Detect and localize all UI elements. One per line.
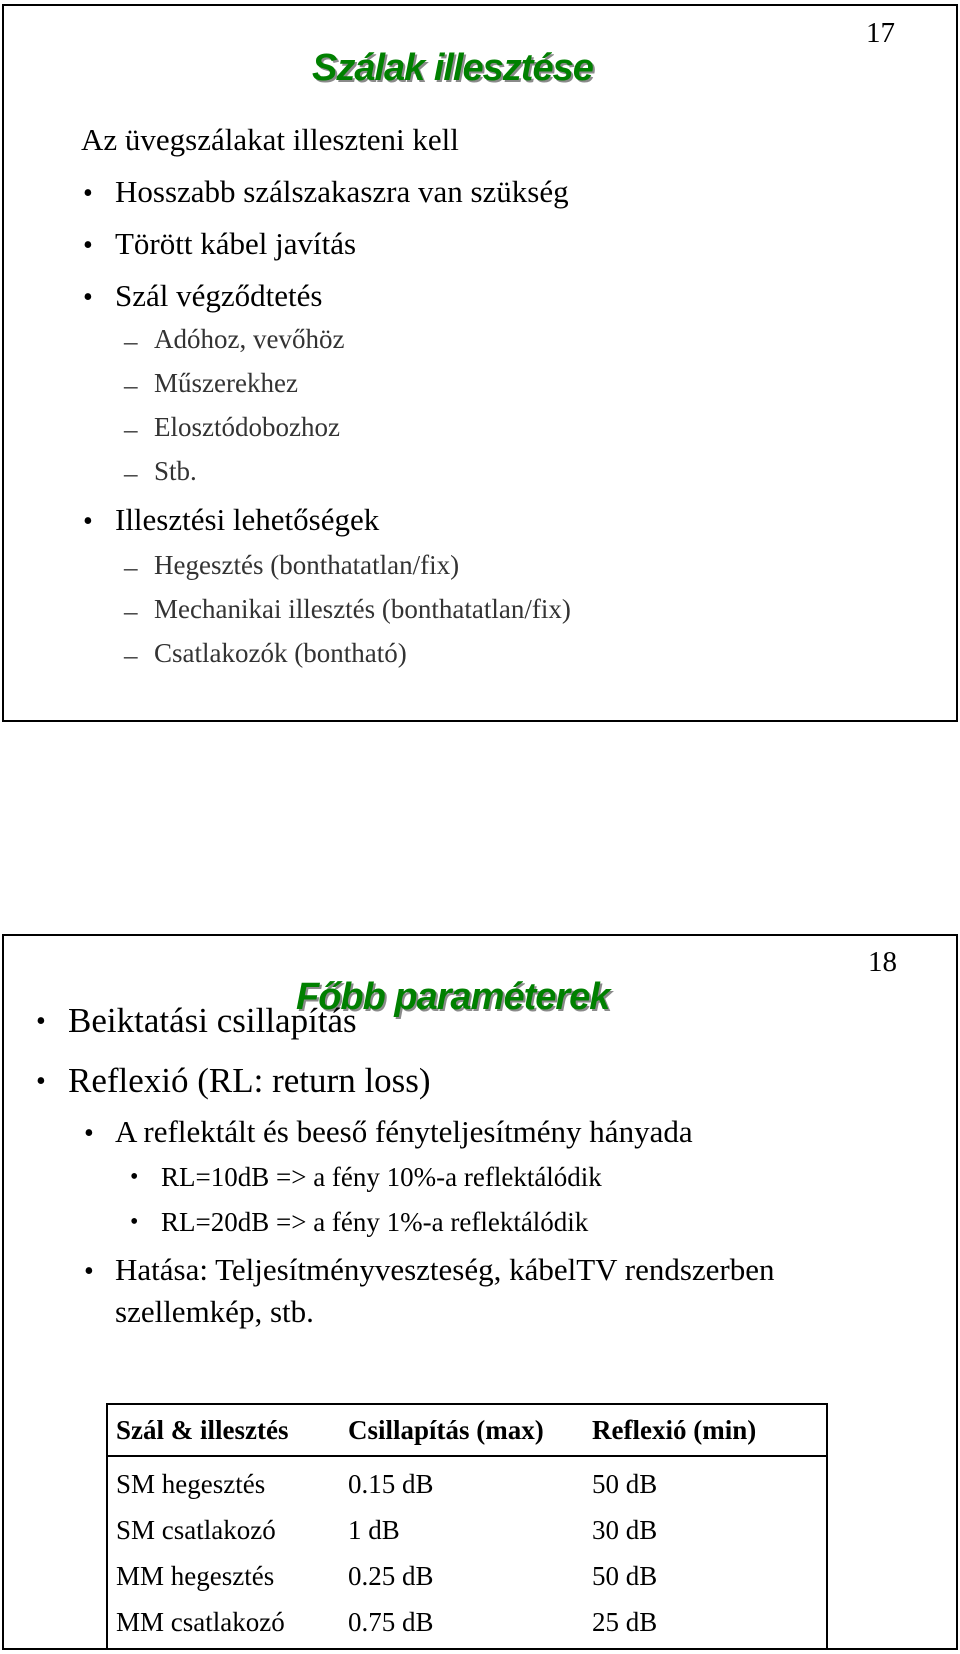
table-row: [108, 1553, 826, 1599]
table-cell: 30 dB: [592, 1514, 658, 1545]
table-row: [108, 1599, 826, 1645]
table-header-row: [108, 1405, 826, 1456]
parameters-table: [106, 1403, 828, 1650]
bullet-item: Hosszabb szálszakaszra van szükség: [115, 174, 569, 209]
page-number: 17: [866, 17, 895, 49]
bullet-icon: •: [83, 230, 93, 261]
bullet-icon: •: [84, 1118, 94, 1149]
table-row: [108, 1507, 826, 1553]
bullet-icon: •: [83, 178, 93, 209]
table-cell: 1 dB: [348, 1514, 400, 1545]
sub-sub-item: RL=10dB => a fény 10%-a reflektálódik: [161, 1162, 602, 1192]
bullet-icon: •: [130, 1209, 139, 1235]
bullet-icon: •: [83, 506, 93, 537]
sub-item: Mechanikai illesztés (bonthatatlan/fix): [154, 594, 571, 624]
dash-icon: –: [124, 370, 138, 400]
bullet-item: Illesztési lehetőségek: [115, 502, 380, 537]
dash-icon: –: [124, 414, 138, 444]
table-cell: 0.15 dB: [348, 1468, 434, 1499]
bullet-item: Reflexió (RL: return loss): [68, 1061, 431, 1100]
table-cell: 0.25 dB: [348, 1560, 434, 1591]
page-number: 18: [868, 946, 897, 978]
bullet-icon: •: [83, 282, 93, 313]
sub-item: Műszerekhez: [154, 368, 298, 398]
intro-text: Az üvegszálakat illeszteni kell: [81, 122, 459, 157]
column-header: Reflexió (min): [584, 1405, 826, 1456]
bullet-item: Törött kábel javítás: [115, 226, 357, 261]
table-cell: SM hegesztés: [116, 1468, 266, 1499]
effect-text: Hatása: Teljesítményveszteség, kábelTV rendszerben: [115, 1252, 775, 1287]
slide-17: [2, 4, 958, 722]
table-cell: 50 dB: [592, 1560, 658, 1591]
dash-icon: –: [124, 552, 138, 582]
sub-item: Csatlakozók (bontható): [154, 638, 407, 668]
bullet-icon: •: [130, 1164, 139, 1190]
slide-title: Szálak illesztése: [312, 47, 593, 89]
table-cell: MM hegesztés: [116, 1560, 275, 1591]
column-header: Szál & illesztés: [108, 1405, 340, 1456]
sub-item: Elosztódobozhoz: [154, 412, 340, 442]
table-cell: 0.75 dB: [348, 1606, 434, 1637]
table-cell: MM csatlakozó: [116, 1606, 285, 1637]
sub-bullet-item: A reflektált és beeső fényteljesítmény hányada: [115, 1114, 693, 1149]
bullet-item: Beiktatási csillapítás: [68, 1001, 357, 1040]
slide-title: Főbb paraméterek: [296, 976, 610, 1018]
bullet-icon: •: [84, 1256, 94, 1287]
table-cell: 50 dB: [592, 1468, 658, 1499]
dash-icon: –: [124, 596, 138, 626]
sub-item: Hegesztés (bonthatatlan/fix): [154, 550, 460, 580]
slide-18: [2, 934, 958, 1650]
sub-item: Stb.: [154, 456, 197, 486]
effect-text-continued: szellemkép, stb.: [115, 1294, 314, 1329]
sub-sub-item: RL=20dB => a fény 1%-a reflektálódik: [161, 1207, 589, 1237]
column-header: Csillapítás (max): [340, 1405, 584, 1456]
dash-icon: –: [124, 326, 138, 356]
dash-icon: –: [124, 458, 138, 488]
bullet-item: Szál végződtetés: [115, 278, 323, 313]
bullet-icon: •: [36, 1066, 46, 1097]
table-row: [108, 1456, 826, 1507]
table-cell: 25 dB: [592, 1606, 658, 1637]
dash-icon: –: [124, 640, 138, 670]
table-cell: SM csatlakozó: [116, 1514, 276, 1545]
sub-item: Adóhoz, vevőhöz: [154, 324, 345, 354]
bullet-icon: •: [36, 1006, 46, 1037]
